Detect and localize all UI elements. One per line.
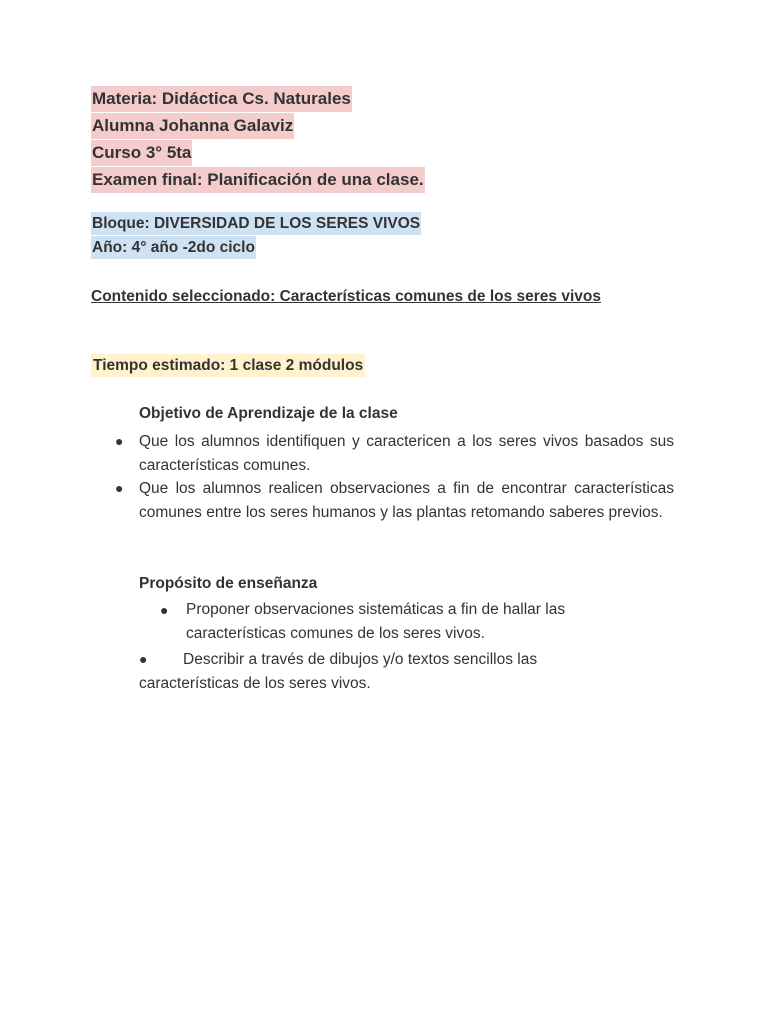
alumna-line: Alumna Johanna Galaviz (91, 113, 294, 139)
document-header (91, 86, 425, 194)
contenido-seleccionado: Contenido seleccionado: Características comunes de los seres vivos (91, 288, 601, 305)
list-item (158, 598, 646, 646)
proposito-item-text: Proponer observaciones sistemáticas a fin de hallar las características comunes de los seres vivos. (186, 601, 566, 642)
list-item (113, 477, 674, 524)
anio-line: Año: 4° año -2do ciclo (91, 236, 256, 259)
list-item (139, 647, 619, 696)
examen-line: Examen final: Planificación de una clase. (91, 167, 425, 193)
bullet-icon: ● (115, 433, 124, 449)
bullet-icon: ● (139, 651, 148, 667)
bloque-line: Bloque: DIVERSIDAD DE LOS SERES VIVOS (91, 212, 421, 235)
list-item (113, 430, 674, 477)
bloque-section (91, 212, 421, 260)
objetivo-list (113, 430, 674, 524)
bullet-icon: ● (115, 480, 124, 496)
proposito-heading: Propósito de enseñanza (139, 575, 318, 592)
tiempo-estimado: Tiempo estimado: 1 clase 2 módulos (91, 354, 365, 377)
objetivo-heading: Objetivo de Aprendizaje de la clase (139, 405, 398, 422)
proposito-item-text: Describir a través de dibujos y/o textos sencillos las características de los seres vivos. (139, 651, 538, 692)
bullet-icon: ● (160, 602, 169, 618)
objetivo-item-text: Que los alumnos realicen observaciones a fin de encontrar características comunes entre los seres humanos y las plantas retomando saberes previos. (139, 480, 674, 521)
curso-line: Curso 3° 5ta (91, 140, 192, 166)
materia-line: Materia: Didáctica Cs. Naturales (91, 86, 352, 112)
objetivo-item-text: Que los alumnos identifiquen y caractericen a los seres vivos basados sus características comunes. (139, 433, 674, 474)
